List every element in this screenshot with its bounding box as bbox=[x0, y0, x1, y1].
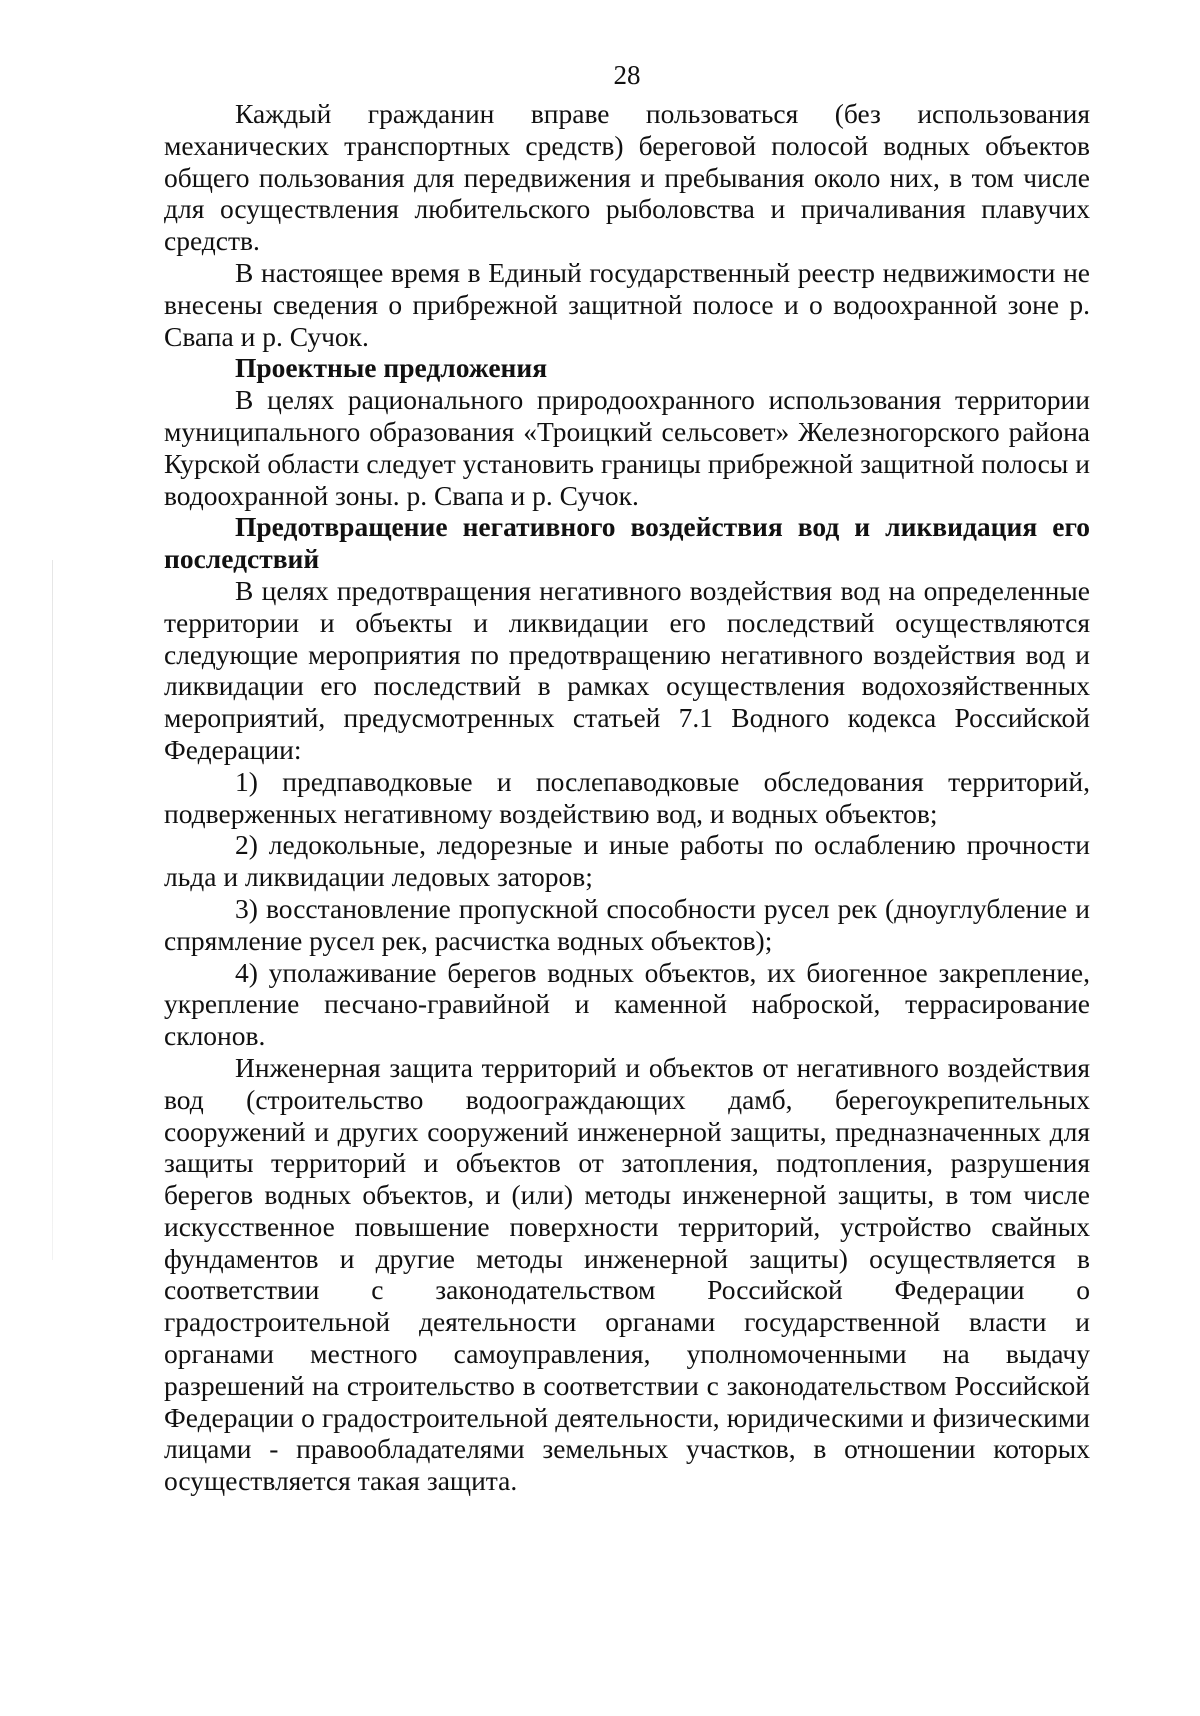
page-number: 28 bbox=[613, 60, 641, 90]
paragraph-registry-status: В настоящее время в Единый государственный реестр недвижимости не внесены сведения о прибрежной защитной полосе и о водоохранной зоне р. Свапа и р. Сучок. bbox=[164, 256, 1090, 352]
scan-edge-shadow bbox=[52, 560, 53, 1260]
heading-negative-impact-prevention: Предотвращение негативного воздействия вод и ликвидация его последствий bbox=[164, 511, 1090, 575]
paragraph-engineering-protection: Инженерная защита территорий и объектов от негативного воздействия вод (строительство водоограждающих дамб, берегоукрепительных сооружений и других сооружений инженерной защиты, предназначенных для защиты территорий и объектов от затопления, подтопления, разрушения берегов водных объектов, и (или) методы инженерной защиты, в том числе искусственное повышение поверхности территорий, устройство свайных фундаментов и другие методы инженерной защиты) осуществляется в соответствии с законодательством Российской Федерации о градостроительной деятельности органами государственной власти и органами местного самоуправления, уполномоченными на выдачу разрешений на строительство в соответствии с законодательством Российской Федерации о градостроительной деятельности, юридическими и физическими лицами - правообладателями земельных участков, в отношении которых осуществляется такая защита. bbox=[164, 1051, 1090, 1497]
list-item-1: 1) предпаводковые и послепаводковые обследования территорий, подверженных негативному воздействию вод, и водных объектов; bbox=[164, 765, 1090, 829]
document-page bbox=[164, 58, 1090, 1497]
paragraph-proposals: В целях рационального природоохранного использования территории муниципального образования «Троицкий сельсовет» Железногорского района Курской области следует установить границы прибрежной защитной полосы и водоохранной зоны. р. Свапа и р. Сучок. bbox=[164, 384, 1090, 511]
list-item-4: 4) уполаживание берегов водных объектов, их биогенное закрепление, укрепление песчано-гравийной и каменной наброской, террасирование склонов. bbox=[164, 956, 1090, 1052]
list-item-2: 2) ледокольные, ледорезные и иные работы по ослаблению прочности льда и ликвидации ледовых заторов; bbox=[164, 829, 1090, 893]
paragraph-measures-intro: В целях предотвращения негативного воздействия вод на определенные территории и объекты и ликвидации его последствий осуществляются следующие мероприятия по предотвращению негативного воздействия вод и ликвидации его последствий в рамках осуществления водохозяйственных мероприятий, предусмотренных статьей 7.1 Водного кодекса Российской Федерации: bbox=[164, 574, 1090, 765]
heading-project-proposals: Проектные предложения bbox=[235, 352, 548, 384]
paragraph-citizen-rights: Каждый гражданин вправе пользоваться (без использования механических транспортных средств) береговой полосой водных объектов общего пользования для передвижения и пребывания около них, в том числе для осуществления любительского рыболовства и причаливания плавучих средств. bbox=[164, 98, 1090, 257]
list-item-3: 3) восстановление пропускной способности русел рек (дноуглубление и спрямление русел рек, расчистка водных объектов); bbox=[164, 892, 1090, 956]
